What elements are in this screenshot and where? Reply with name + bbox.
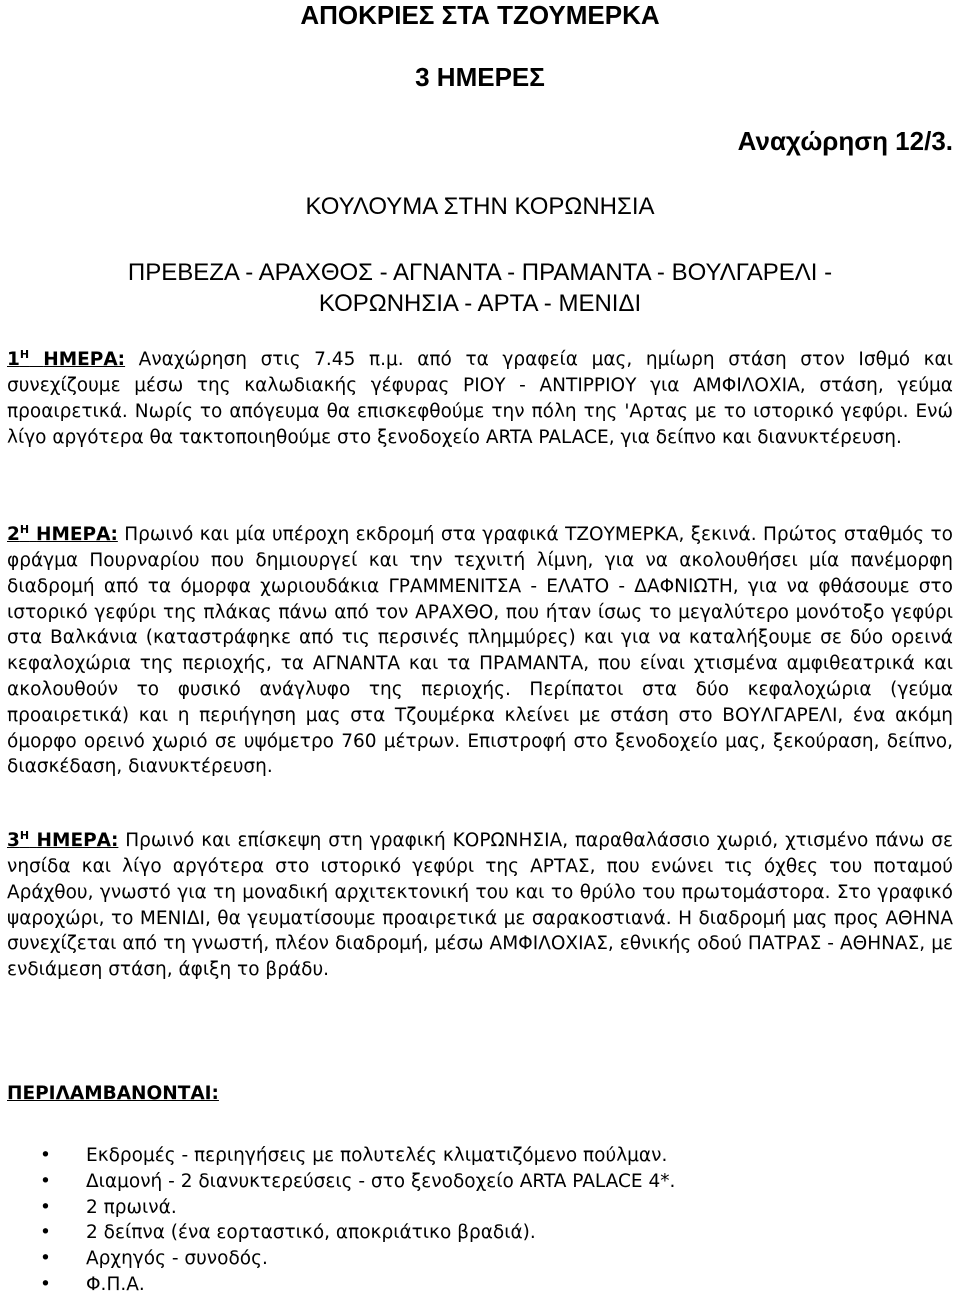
day-2-paragraph <box>7 517 953 780</box>
day-1-label-text: ΗΜΕΡΑ: <box>43 349 126 371</box>
page-title: ΑΠΟΚΡΙΕΣ ΣΤΑ ΤΖΟΥΜΕΡΚΑ <box>300 0 660 30</box>
day-2-label <box>7 524 118 545</box>
day-2-text: Πρωινό και μία υπέροχη εκδρομή στα γραφικά ΤΖΟΥΜΕΡΚΑ, ξεκινά. Πρώτος σταθμός το φράγμα Πουρναρίου που δημιουργεί και την τεχνιτή λίμνη, για να ακολουθήσει μία πανέμορφη διαδρομή από τα όμορφα χωριουδάκια ΓΡΑΜΜΕΝΙΤΣΑ - ΕΛΑΤΟ - ΔΑΦΝΙΩΤΗ, για να φθάσουμε στο ιστορικό γεφύρι της πλάκας πάνω από τον ΑΡΑΧΘΟ, που ήταν ίσως το μεγαλύτερο μονότοξο γεφύρι στα Βαλκάνια (καταστράφηκε από τις περσινές πλημμύρες) και για να καταλήξουμε σε δύο ορεινά κεφαλοχώρια της περιοχής, τα ΑΓΝΑΝΤΑ και τα ΠΡΑΜΑΝΤΑ, που είναι χτισμένα αμφιθεατρικά και ακολουθούν το φυσικό ανάγλυφο της περιοχής. Περίπατοι στα δύο κεφαλοχώρια (γεύμα προαιρετικά) και η περιήγηση μας στα Τζουμέρκα κλείνει με στάση στο ΒΟΥΛΓΑΡΕΛΙ, ένα ακόμη όμορφο ορεινό χωριό σε υψόμετρο 760 μέτρων. Επιστροφή στο ξενοδοχείο μας, ξεκούραση, δείπνο, διασκέδαση, διανυκτέρευση. <box>7 524 953 778</box>
day-1-sup: Η <box>19 348 30 361</box>
day-3-paragraph <box>7 823 953 983</box>
bullet-icon: • <box>40 1273 51 1295</box>
trip-duration: 3 ΗΜΕΡΕΣ <box>415 62 545 92</box>
route-summary <box>0 257 960 319</box>
includes-heading: ΠΕΡΙΛΑΜΒΑΝΟΝΤΑΙ: <box>7 1083 219 1104</box>
day-3-text: Πρωινό και επίσκεψη στη γραφική ΚΟΡΩΝΗΣΙΑ, παραθαλάσσιο χωριό, χτισμένο πάνω σε νησίδα και λίγο αργότερα στο ιστορικό γεφύρι της ΑΡΤΑΣ, που ενώνει τις όχθες του ποταμού Αράχθου, γνωστό για τη μοναδική αρχιτεκτονική του και το θρύλο του πρωτομάστορα. Στο γραφικό ψαροχώρι, το ΜΕΝΙΔΙ, θα γευματίσουμε προαιρετικά με σαρακοστιανά. Η διαδρομή μας προς ΑΘΗΝΑ συνεχίζεται από τη γνωστή, πλέον διαδρομή, μέσω ΑΜΦΙΛΟΧΙΑΣ, εθνικής οδού ΠΑΤΡΑΣ - ΑΘΗΝΑΣ, με ενδιάμεση στάση, άφιξη το βράδυ. <box>7 830 953 981</box>
day-3-sup: Η <box>19 829 30 842</box>
bullet-icon: • <box>40 1222 51 1244</box>
list-item <box>0 1272 675 1298</box>
bullet-icon: • <box>40 1196 51 1218</box>
list-item-text: Φ.Π.Α. <box>86 1273 145 1295</box>
day-1-text: Αναχώρηση στις 7.45 π.μ. από τα γραφεία μας, ημίωρη στάση στον Ισθμό και συνεχίζουμε μέσω της καλωδιακής γέφυρας ΡΙΟΥ - ΑΝΤΙΡΡΙΟΥ για ΑΜΦΙΛΟΧΙΑ, στάση, γεύμα προαιρετικά. Νωρίς το απόγευμα θα επισκεφθούμε την πόλη της 'Αρτας με το ιστορικό γεφύρι. Ενώ λίγο αργότερα θα τακτοποιηθούμε στο ξενοδοχείο ARTA PALACE, για δείπνο και διανυκτέρευση. <box>7 349 953 448</box>
departure-date: Αναχώρηση 12/3. <box>737 126 953 156</box>
bullet-icon: • <box>40 1248 51 1270</box>
trip-subtitle: ΚΟΥΛΟΥΜΑ ΣΤΗΝ ΚΟΡΩΝΗΣΙΑ <box>305 193 655 220</box>
bullet-icon: • <box>40 1170 51 1192</box>
day-2-label-text: ΗΜΕΡΑ: <box>36 524 118 546</box>
route-line-1: ΠΡΕΒΕΖΑ - ΑΡΑΧΘΟΣ - ΑΓΝΑΝΤΑ - ΠΡΑΜΑΝΤΑ - ΒΟΥΛΓΑΡΕΛΙ - <box>127 259 833 286</box>
list-item <box>0 1169 675 1195</box>
day-3-number: 3 <box>7 830 20 852</box>
bullet-icon: • <box>40 1145 51 1166</box>
list-item-text: 2 δείπνα (ένα εορταστικό, αποκριάτικο βραδιά). <box>86 1222 536 1244</box>
list-item-text: Εκδρομές - περιηγήσεις με πολυτελές κλιματιζόμενο πούλμαν. <box>86 1145 668 1166</box>
route-line-2: ΚΟΡΩΝΗΣΙΑ - ΑΡΤΑ - ΜΕΝΙΔΙ <box>318 290 642 317</box>
day-2-number: 2 <box>7 524 20 546</box>
day-3-label-text: ΗΜΕΡΑ: <box>36 830 119 852</box>
day-2-sup: Η <box>19 523 30 536</box>
day-1-number: 1 <box>7 349 20 371</box>
list-item <box>0 1246 675 1272</box>
list-item <box>0 1220 675 1246</box>
list-item-text: 2 πρωινά. <box>86 1196 177 1218</box>
day-1-label <box>7 349 125 370</box>
includes-list <box>0 1143 675 1298</box>
day-1-paragraph <box>7 342 953 450</box>
list-item-text: Αρχηγός - συνοδός. <box>86 1248 268 1270</box>
list-item-text: Διαμονή - 2 διανυκτερεύσεις - στο ξενοδοχείο ARTA PALACE 4*. <box>86 1170 676 1192</box>
day-3-label <box>7 830 118 851</box>
list-item <box>0 1195 675 1221</box>
list-item <box>0 1143 675 1169</box>
